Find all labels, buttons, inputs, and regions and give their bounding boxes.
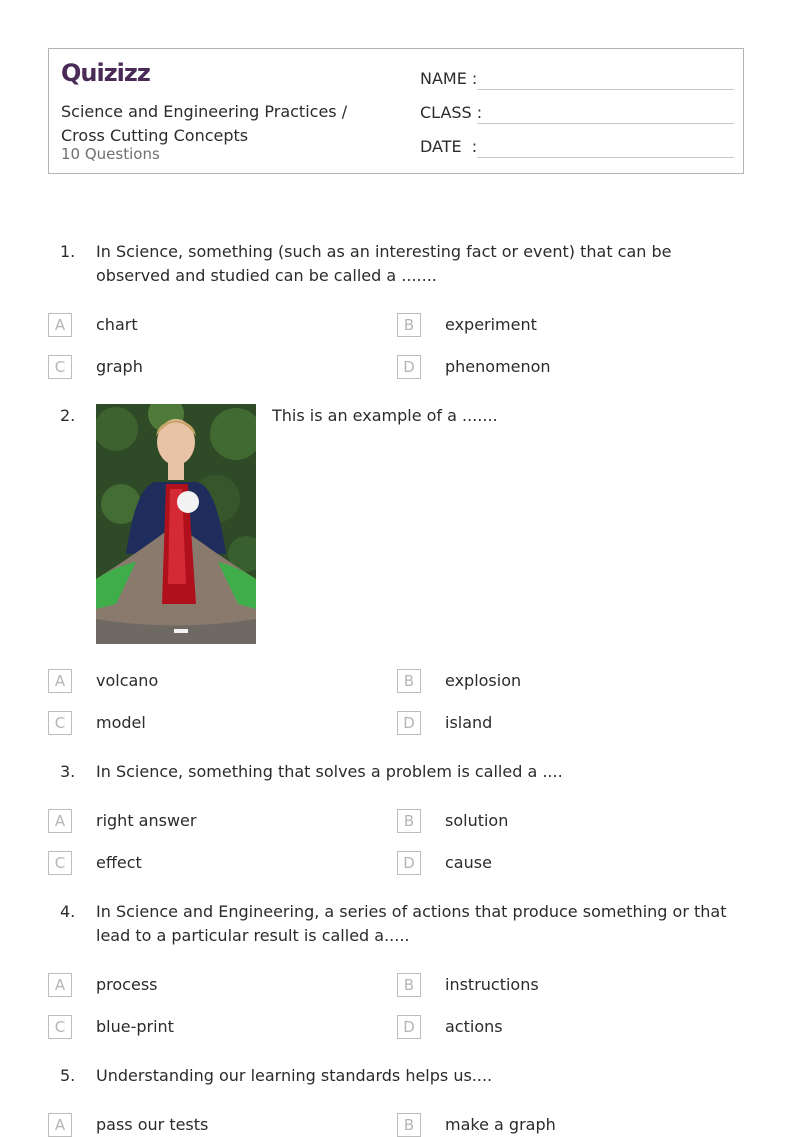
question-number: 3. — [60, 762, 76, 781]
option-text: chart — [96, 315, 138, 334]
option-letter[interactable]: D — [397, 1015, 421, 1039]
option-letter[interactable]: B — [397, 1113, 421, 1137]
option-text: instructions — [445, 975, 539, 994]
class-line[interactable] — [477, 123, 734, 124]
option-letter[interactable]: D — [397, 711, 421, 735]
date-line[interactable] — [477, 157, 734, 158]
option-text: cause — [445, 853, 492, 872]
option-letter[interactable]: B — [397, 669, 421, 693]
volcano-model-illustration — [96, 404, 256, 644]
option-text: graph — [96, 357, 143, 376]
svg-text:Quizizz: Quizizz — [61, 59, 150, 87]
question-text: In Science, something (such as an interesting fact or event) that can be observed and studied can be called a ....... — [96, 242, 672, 285]
option-letter[interactable]: B — [397, 973, 421, 997]
date-label: DATE : — [420, 137, 478, 156]
option-letter[interactable]: D — [397, 355, 421, 379]
worksheet-title: Science and Engineering Practices / Cross Cutting Concepts — [61, 102, 348, 145]
question-text: This is an example of a ....... — [272, 406, 498, 425]
question-text: Understanding our learning standards helps us.... — [96, 1066, 493, 1085]
question-number: 1. — [60, 242, 76, 261]
option-text: make a graph — [445, 1115, 556, 1134]
name-label: NAME : — [420, 69, 478, 88]
option-letter[interactable]: A — [48, 1113, 72, 1137]
option-text: experiment — [445, 315, 537, 334]
question-text: In Science and Engineering, a series of actions that produce something or that lead to a particular result is called a..... — [96, 902, 727, 945]
name-field[interactable] — [420, 67, 734, 91]
question-number: 4. — [60, 902, 76, 921]
option-text: pass our tests — [96, 1115, 209, 1134]
option-letter[interactable]: B — [397, 313, 421, 337]
option-letter[interactable]: A — [48, 669, 72, 693]
question-count: 10 Questions — [61, 145, 160, 163]
option-letter[interactable]: A — [48, 809, 72, 833]
option-text: volcano — [96, 671, 159, 690]
option-letter[interactable]: C — [48, 711, 72, 735]
class-label: CLASS : — [420, 103, 483, 122]
date-field[interactable] — [420, 135, 734, 159]
question-number: 2. — [60, 406, 76, 425]
volcano-model-photo — [96, 404, 256, 644]
option-text: right answer — [96, 811, 197, 830]
option-text: blue-print — [96, 1017, 174, 1036]
class-field[interactable] — [420, 101, 734, 125]
option-letter[interactable]: C — [48, 851, 72, 875]
option-letter[interactable]: A — [48, 973, 72, 997]
option-text: solution — [445, 811, 509, 830]
option-letter[interactable]: A — [48, 313, 72, 337]
option-text: phenomenon — [445, 357, 551, 376]
option-letter[interactable]: B — [397, 809, 421, 833]
option-text: actions — [445, 1017, 503, 1036]
quizizz-logo — [61, 59, 156, 87]
option-text: explosion — [445, 671, 522, 690]
option-letter[interactable]: C — [48, 355, 72, 379]
question-number: 5. — [60, 1066, 76, 1085]
question-text: In Science, something that solves a problem is called a .... — [96, 762, 563, 781]
option-text: model — [96, 713, 146, 732]
option-letter[interactable]: C — [48, 1015, 72, 1039]
name-line[interactable] — [477, 89, 734, 90]
worksheet-header — [48, 48, 744, 174]
option-text: island — [445, 713, 493, 732]
option-text: effect — [96, 853, 142, 872]
option-letter[interactable]: D — [397, 851, 421, 875]
option-text: process — [96, 975, 158, 994]
